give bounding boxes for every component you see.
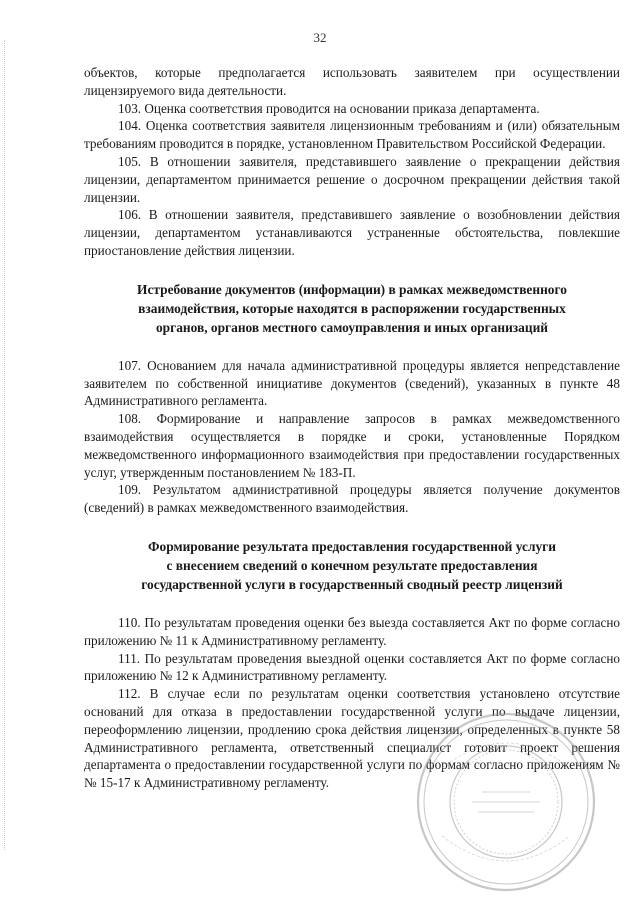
document-body [84, 64, 620, 792]
paragraph-110: 110. По результатам проведения оценки без выезда составляется Акт по форме согласно приложению № 11 к Административному регламенту. [84, 614, 620, 648]
paragraph-106: 106. В отношении заявителя, представившего заявление о возобновлении действия лицензии, департаментом устанавливаются устраненные обстоятельства, повлекшие приостановление действия лицензии. [84, 207, 620, 258]
heading-line: государственной услуги в государственный сводный реестр лицензий [141, 576, 563, 592]
page-number: 32 [313, 30, 327, 45]
paragraph-104: 104. Оценка соответствия заявителя лицензионным требованиям и (или) обязательным требованиям проводится в порядке, установленном Правительством Российской Федерации. [84, 118, 620, 152]
section-heading-result [94, 537, 610, 594]
paragraph-108: 108. Формирование и направление запросов в рамках межведомственного взаимодействия осуществляется в порядке и сроки, установленные Порядком межведомственного информационного взаимодействия при предоставлении государственных услуг, утвержденным постановлением № 183-П. [84, 411, 620, 480]
section-heading-interagency [94, 280, 610, 337]
paragraph-107: 107. Основанием для начала административной процедуры является непредставление заявителем по собственной инициативе документов (сведений), указанных в пункте 48 Административного регламента. [84, 357, 620, 409]
paragraph-111: 111. По результатам проведения выездной оценки составляется Акт по форме согласно приложению № 12 к Административному регламенту. [84, 650, 620, 684]
paragraph-112: 112. В случае если по результатам оценки соответствия установлено отсутствие оснований для отказа в предоставлении государственной услуги по выдаче лицензии, переоформлению лицензии, продлению срока действия лицензии, определенных в пункте 58 Административного регламента, ответственный специалист готовит проект решения департамента о предоставлении государственной услуги по формам согласно приложениям №№ 15-17 к Административному регламенту. [84, 686, 620, 791]
heading-line: взаимодействия, которые находятся в распоряжении государственных [138, 300, 566, 316]
paragraph-105: 105. В отношении заявителя, представившего заявление о прекращении действия лицензии, департаментом принимается решение о досрочном прекращении действия такой лицензии. [84, 153, 620, 205]
official-seal-stamp [412, 708, 600, 896]
paragraph-continuation: объектов, которые предполагается использовать заявителем при осуществлении лицензируемого вида деятельности. [84, 65, 620, 98]
paragraph-103: 103. Оценка соответствия проводится на основании приказа департамента. [118, 100, 540, 116]
heading-line: Истребование документов (информации) в рамках межведомственного [137, 281, 567, 297]
paragraph-109: 109. Результатом административной процедуры является получение документов (сведений) в рамках межведомственного взаимодействия. [84, 482, 620, 516]
scan-edge [4, 40, 8, 850]
seal-icon [412, 708, 600, 896]
heading-line: органов, органов местного самоуправления и иных организаций [155, 319, 549, 335]
heading-line: с внесением сведений о конечном результате предоставления [166, 557, 538, 573]
heading-line: Формирование результата предоставления государственной услуги [148, 538, 556, 554]
